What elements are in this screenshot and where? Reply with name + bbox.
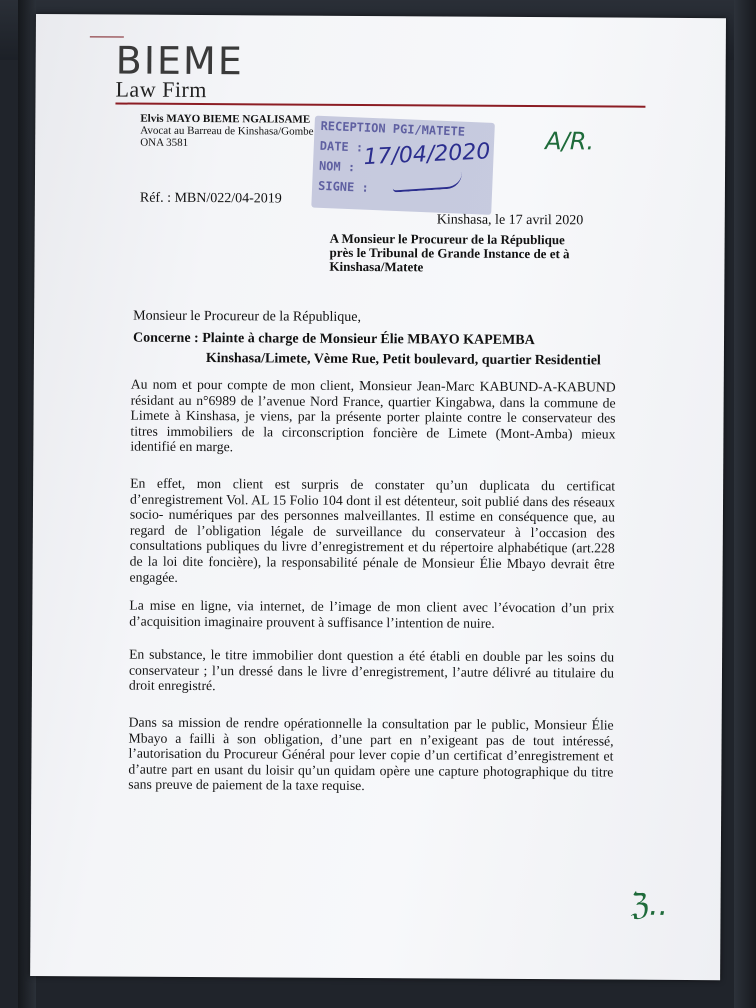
body-paragraph-5: Dans sa mission de rendre opérationnelle la consultation par le public, Monsieur Élie Mbayo a failli à son obligation, d’une part en n’exigeant pas de tout intéressé, l’autorisation du Procureur Général pour lever copie d’un certificat d’enregistrement et d’autre part en usant du loisir qu’un quidam opère une capture photographique du titre sans preuve de paiement de la taxe requise. xyxy=(128,714,614,794)
letter-page xyxy=(30,14,726,980)
salutation: Monsieur le Procureur de la République, xyxy=(133,308,362,325)
stamp-line-4: SIGNE : xyxy=(317,178,369,195)
firm-logo: BIEME xyxy=(115,38,244,84)
place-and-date: Kinshasa, le 17 avril 2020 xyxy=(436,212,584,229)
sender-title: Avocat au Barreau de Kinshasa/Gombe xyxy=(140,124,314,138)
sender-ona: ONA 3581 xyxy=(140,136,189,149)
recipient-block xyxy=(329,232,629,276)
handwritten-ar-annotation: A/R. xyxy=(545,127,595,156)
recipient-line-3: Kinshasa/Matete xyxy=(329,258,424,275)
sender-block xyxy=(140,113,314,150)
stamp-line-2: DATE : xyxy=(319,138,364,155)
folder-edge xyxy=(734,0,756,1008)
logo-accent-line xyxy=(90,36,124,37)
stamp-line-1: RECEPTION PGI/MATETE xyxy=(320,118,466,139)
subject-address: Kinshasa/Limete, Vème Rue, Petit boulevard, quartier Residentiel xyxy=(205,351,601,369)
reference-number: Réf. : MBN/022/04-2019 xyxy=(139,190,282,207)
sender-name: Elvis MAYO BIEME NGALISAME xyxy=(140,112,311,126)
body-paragraph-1: Au nom et pour compte de mon client, Monsieur Jean-Marc KABUND-A-KABUND résidant au n°6989 de l’avenue Nord France, quartier Kingabwa, dans la commune de Limete à Kinshasa, je viens, par la présente porter plainte contre le conservateur des titres immobiliers de la circonscription foncière de Limete (Mont-Amba) mieux identifié en marge. xyxy=(130,376,616,455)
stamp-line-3: NOM : xyxy=(318,158,356,175)
firm-name: Law Firm xyxy=(115,76,208,103)
recipient-line-2: près le Tribunal de Grande Instance de et à xyxy=(329,244,570,262)
subject-line: Concerne : Plainte à charge de Monsieur Élie MBAYO KAPEMBA xyxy=(132,330,535,349)
letterhead-rule xyxy=(115,102,645,107)
handwritten-initials: ℨ.. xyxy=(630,887,669,923)
recipient-line-1: A Monsieur le Procureur de la République xyxy=(329,230,565,248)
reception-stamp xyxy=(311,116,495,215)
body-paragraph-2: En effet, mon client est surpris de constater qu’un duplicata du certificat d’enregistrement Vol. AL 15 Folio 104 dont il est détenteur, soit publié dans des réseaux socio- numériques par des personnes malveillantes. Il estime en conséquence que, au regard de l’obligation légale de surveillance du conservateur à l’occasion des consultations publiques du livre d’enregistrement et du répertoire alphabétique (art.228 de la loi dite foncière), la responsabilité pénale de Monsieur Élie Mbayo devrait être engagée. xyxy=(129,475,616,585)
stamp-handwritten-date: 17/04/2020 xyxy=(363,139,491,171)
body-paragraph-4: En substance, le titre immobilier dont question a été établi en double par les soins du conservateur ; l’un dressé dans le livre d’enregistrement, l’autre délivré au titulaire du droit enregistré. xyxy=(128,646,615,694)
body-paragraph-3: La mise en ligne, via internet, de l’image de mon client avec l’évocation d’un prix d’acquisition imaginaire prouvent à suffisance l’intention de nuire. xyxy=(129,597,615,631)
